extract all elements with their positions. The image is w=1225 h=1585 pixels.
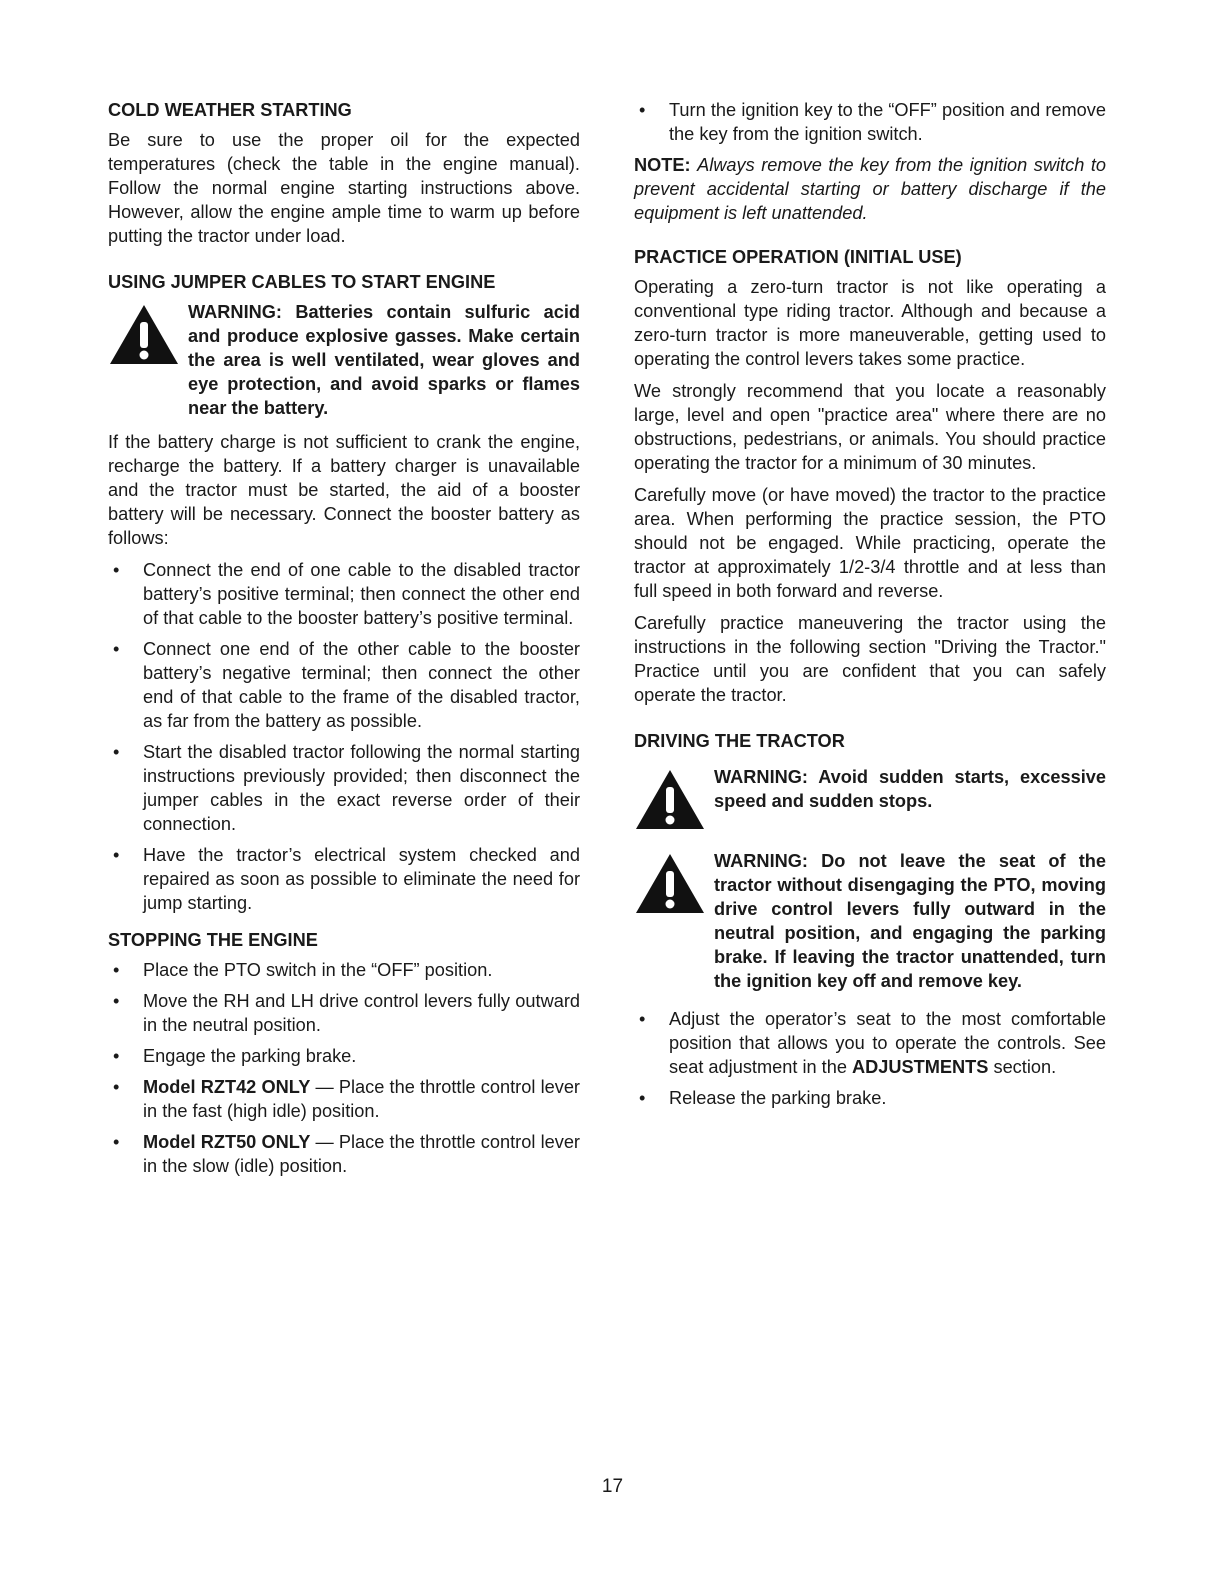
note-label: NOTE: — [634, 155, 691, 175]
jumper-cables-heading: USING JUMPER CABLES TO START ENGINE — [108, 272, 496, 292]
practice-para: Carefully practice maneuvering the tractor using the instructions in the following section "Driving the Tractor." Practice until you are confident that you can safely operate the tractor. — [634, 613, 1106, 705]
list-item: • Place the PTO switch in the “OFF” position. — [113, 960, 493, 980]
practice-para: Carefully move (or have moved) the tractor to the practice area. When performing the practice session, the PTO should not be engaged. While practicing, operate the tractor at approximately 1/2-3/4 throttle and at less than full speed in both forward and reverse. — [634, 485, 1106, 601]
speed-warning — [634, 765, 1106, 829]
battery-warning-text: WARNING: Batteries contain sulfuric acid and produce explosive gasses. Make certain the area is well ventilated, wear gloves and eye protection, and avoid sparks or flames near the battery. — [188, 302, 580, 418]
stopping-bullet-list — [108, 958, 580, 1178]
list-item: • Release the parking brake. — [639, 1088, 887, 1108]
model-label: Model RZT42 ONLY — [143, 1077, 311, 1097]
note-body: Always remove the key from the ignition switch to prevent accidental starting or battery discharge if the equipment is left unattended. — [634, 155, 1106, 223]
warning-triangle-icon — [108, 302, 180, 366]
list-item: • Move the RH and LH drive control levers fully outward in the neutral position. — [113, 991, 580, 1035]
list-item: • Start the disabled tractor following the normal starting instructions previously provided; then disconnect the jumper cables in the exact reverse order of their connection. — [113, 742, 580, 834]
list-item: • Model RZT42 ONLY — Place the throttle control lever in the fast (high idle) position. — [113, 1077, 580, 1121]
driving-bullet-list — [634, 1007, 1106, 1110]
practice-heading: PRACTICE OPERATION (INITIAL USE) — [634, 247, 962, 267]
list-item: • Connect the end of one cable to the disabled tractor battery’s positive terminal; then connect the other end of that cable to the booster battery’s positive terminal. — [113, 560, 580, 628]
warning-triangle-icon — [634, 767, 706, 831]
list-item: • Engage the parking brake. — [113, 1046, 357, 1066]
list-item: • Turn the ignition key to the “OFF” position and remove the key from the ignition switch. — [639, 100, 1106, 144]
ignition-bullet-list — [634, 98, 1106, 146]
model-label: Model RZT50 ONLY — [143, 1132, 311, 1152]
list-item: • Adjust the operator’s seat to the most comfortable position that allows you to operate the controls. See seat adjustment in the ADJUSTMENTS section. — [639, 1009, 1106, 1077]
list-item: • Model RZT50 ONLY — Place the throttle control lever in the slow (idle) position. — [113, 1132, 580, 1176]
speed-warning-text: WARNING: Avoid sudden starts, excessive speed and sudden stops. — [714, 767, 1106, 811]
seat-warning — [634, 849, 1106, 993]
page-number: 17 — [601, 1476, 624, 1497]
practice-para: Operating a zero-turn tractor is not like operating a conventional type riding tractor. Although and because a zero-turn tractor is more maneuverable, getting used to operating the control levers takes some practice. — [634, 277, 1106, 369]
jumper-bullet-list — [108, 558, 580, 915]
list-item: • Have the tractor’s electrical system checked and repaired as soon as possible to eliminate the need for jump starting. — [113, 845, 580, 913]
adjustments-label: ADJUSTMENTS — [852, 1057, 989, 1077]
practice-para: We strongly recommend that you locate a reasonably large, level and open "practice area" where there are no obstructions, pedestrians, or animals. You should practice operating the tractor for a minimum of 30 minutes. — [634, 381, 1106, 473]
driving-heading: DRIVING THE TRACTOR — [634, 731, 845, 751]
jumper-intro: If the battery charge is not sufficient to crank the engine, recharge the battery. If a battery charger is unavailable and the tractor must be started, the aid of a booster battery will be necessary. Connect the booster battery as follows: — [108, 432, 580, 548]
warning-triangle-icon — [634, 851, 706, 915]
right-column — [634, 98, 1106, 1117]
stopping-heading: STOPPING THE ENGINE — [108, 930, 318, 950]
cold-weather-body: Be sure to use the proper oil for the expected temperatures (check the table in the engine manual). Follow the normal engine starting instructions above. However, allow the engine ample time to warm up before putting the tractor under load. — [108, 130, 580, 246]
ignition-note — [634, 153, 1106, 225]
seat-warning-text: WARNING: Do not leave the seat of the tractor without disengaging the PTO, moving drive control levers fully outward in the neutral position, and engaging the parking brake. If leaving the tractor unattended, turn the ignition key off and remove key. — [714, 851, 1106, 991]
list-item: • Connect one end of the other cable to the booster battery’s negative terminal; then connect the other end of that cable to the frame of the disabled tractor, as far from the battery as possible. — [113, 639, 580, 731]
battery-warning — [108, 300, 580, 420]
left-column — [108, 98, 580, 1185]
cold-weather-heading: COLD WEATHER STARTING — [108, 100, 352, 120]
